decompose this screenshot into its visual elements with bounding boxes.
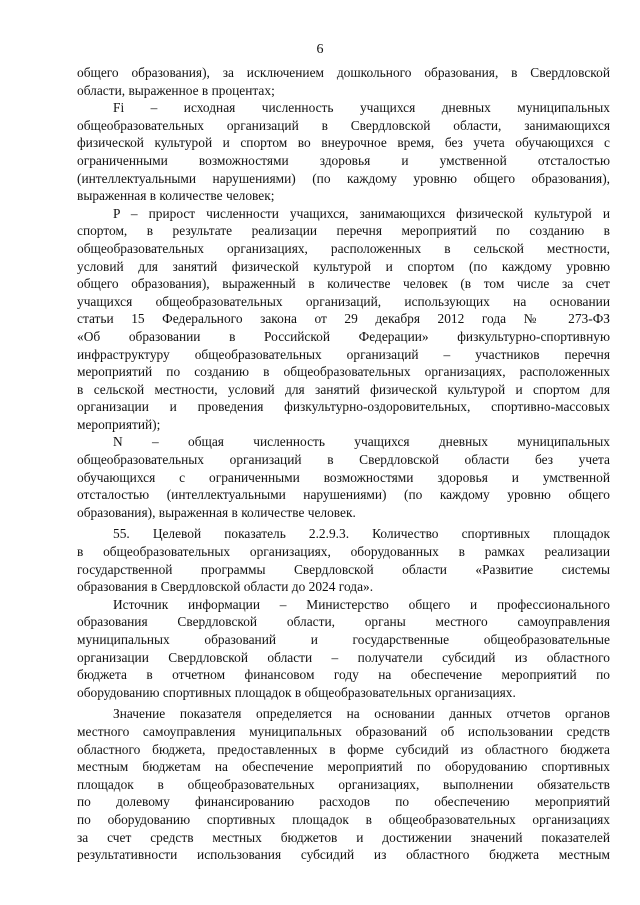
- text-line: мероприятий по созданию в общеобразовательных организациях, расположенных: [77, 364, 610, 380]
- text-line: государственной программы Свердловской области «Развитие системы: [77, 561, 610, 577]
- text-line: ограниченными возможностями здоровья и умственной отсталостью: [77, 152, 610, 168]
- text-line: Источник информации – Министерство общего и профессионального: [113, 596, 610, 612]
- text-line: обучающихся с ограниченными возможностями здоровья и умственной: [77, 469, 610, 485]
- text-line: области, выраженное в процентах;: [77, 82, 275, 98]
- text-line: отсталостью (интеллектуальными нарушениями) (по каждому уровню общего: [77, 487, 610, 503]
- text-line: мероприятий);: [77, 416, 161, 432]
- text-line: общего образования), за исключением дошкольного образования, в Свердловской: [77, 65, 610, 80]
- text-line: бюджета в отчетном финансовом году на обеспечение мероприятий по: [77, 667, 610, 683]
- text-line: по долевому финансированию расходов по обеспечению мероприятий: [77, 794, 610, 810]
- text-line: условий для занятий физической культурой и спортом (по каждому уровню: [77, 258, 610, 274]
- paragraph-indicator-value: [77, 705, 610, 863]
- text-line: выраженная в количестве человек;: [77, 188, 275, 204]
- text-line: общеобразовательных организациях, расположенных в сельской местности,: [77, 240, 610, 256]
- text-line: образования Свердловской области, органы местного самоуправления: [77, 614, 610, 630]
- text-line: общего образования), выраженный в количестве человек (в том числе за счет: [77, 276, 610, 292]
- text-line: по оборудованию спортивных площадок в общеобразовательных организациях: [77, 811, 610, 827]
- text-line: инфраструктуру общеобразовательных организаций – участников перечня: [77, 346, 610, 362]
- text-line: Значение показателя определяется на основании данных отчетов органов: [113, 706, 610, 722]
- text-line: муниципальных образований и государственные общеобразовательные: [77, 632, 610, 647]
- text-line: «Об образовании в Российской Федерации» физкультурно-спортивную: [77, 328, 610, 344]
- text-line: областного бюджета, предоставленных в форме субсидий из областного бюджета: [77, 741, 610, 757]
- document-body: [77, 64, 610, 864]
- paragraph-information-source: [77, 596, 610, 702]
- text-line: общеобразовательных организаций в Свердловской области, занимающихся: [77, 117, 610, 133]
- text-line: площадок в общеобразовательных организациях, выполнении обязательств: [77, 776, 610, 792]
- text-line: организации и проведения физкультурно-оздоровительных, спортивно-массовых: [77, 399, 610, 415]
- text-line: 55. Целевой показатель 2.2.9.3. Количество спортивных площадок: [113, 526, 610, 542]
- text-line: в общеобразовательных организациях, оборудованных в рамках реализации: [77, 544, 610, 560]
- text-line: оборудованию спортивных площадок в общеобразовательных организациях.: [77, 684, 516, 700]
- paragraph-definition-n: [77, 433, 610, 521]
- paragraph-definition-fi: [77, 99, 610, 205]
- text-line: P – прирост численности учащихся, занимающихся физической культурой и: [113, 205, 610, 221]
- text-line: образования), выраженная в количестве человек.: [77, 504, 356, 520]
- text-line: Fi – исходная численность учащихся дневных муниципальных: [113, 100, 610, 116]
- text-line: (интеллектуальными нарушениями) (по каждому уровню общего образования),: [77, 170, 610, 186]
- paragraph-definition-p: [77, 205, 610, 434]
- text-line: результативности использования субсидий из областного бюджета местным: [77, 847, 610, 863]
- page-number: 6: [316, 42, 324, 57]
- text-line: местным бюджетам на обеспечение мероприятий по оборудованию спортивных: [77, 759, 610, 775]
- text-line: местного самоуправления муниципальных образований об использовании средств: [77, 723, 610, 739]
- text-line: общеобразовательных организаций в Свердловской области без учета: [77, 452, 610, 468]
- text-line: физической культурой и спортом во внеурочное время, без учета обучающихся с: [77, 135, 610, 151]
- text-line: спортом, в результате реализации перечня мероприятий по созданию в: [77, 223, 610, 239]
- text-line: за счет средств местных бюджетов и достижении значений показателей: [77, 829, 610, 845]
- paragraph-target-indicator: [77, 525, 610, 595]
- text-line: в сельской местности, условий для занятий физической культурой и спортом для: [77, 381, 610, 397]
- text-line: N – общая численность учащихся дневных муниципальных: [113, 434, 610, 450]
- text-line: образования в Свердловской области до 2024 года».: [77, 579, 374, 595]
- text-line: статьи 15 Федерального закона от 29 декабря 2012 года № 273-ФЗ: [77, 311, 610, 327]
- text-line: организации Свердловской области – получатели субсидий из областного: [77, 649, 610, 665]
- paragraph-definition-continuation: [77, 64, 610, 99]
- text-line: учащихся общеобразовательных организаций, использующих на основании: [77, 293, 610, 309]
